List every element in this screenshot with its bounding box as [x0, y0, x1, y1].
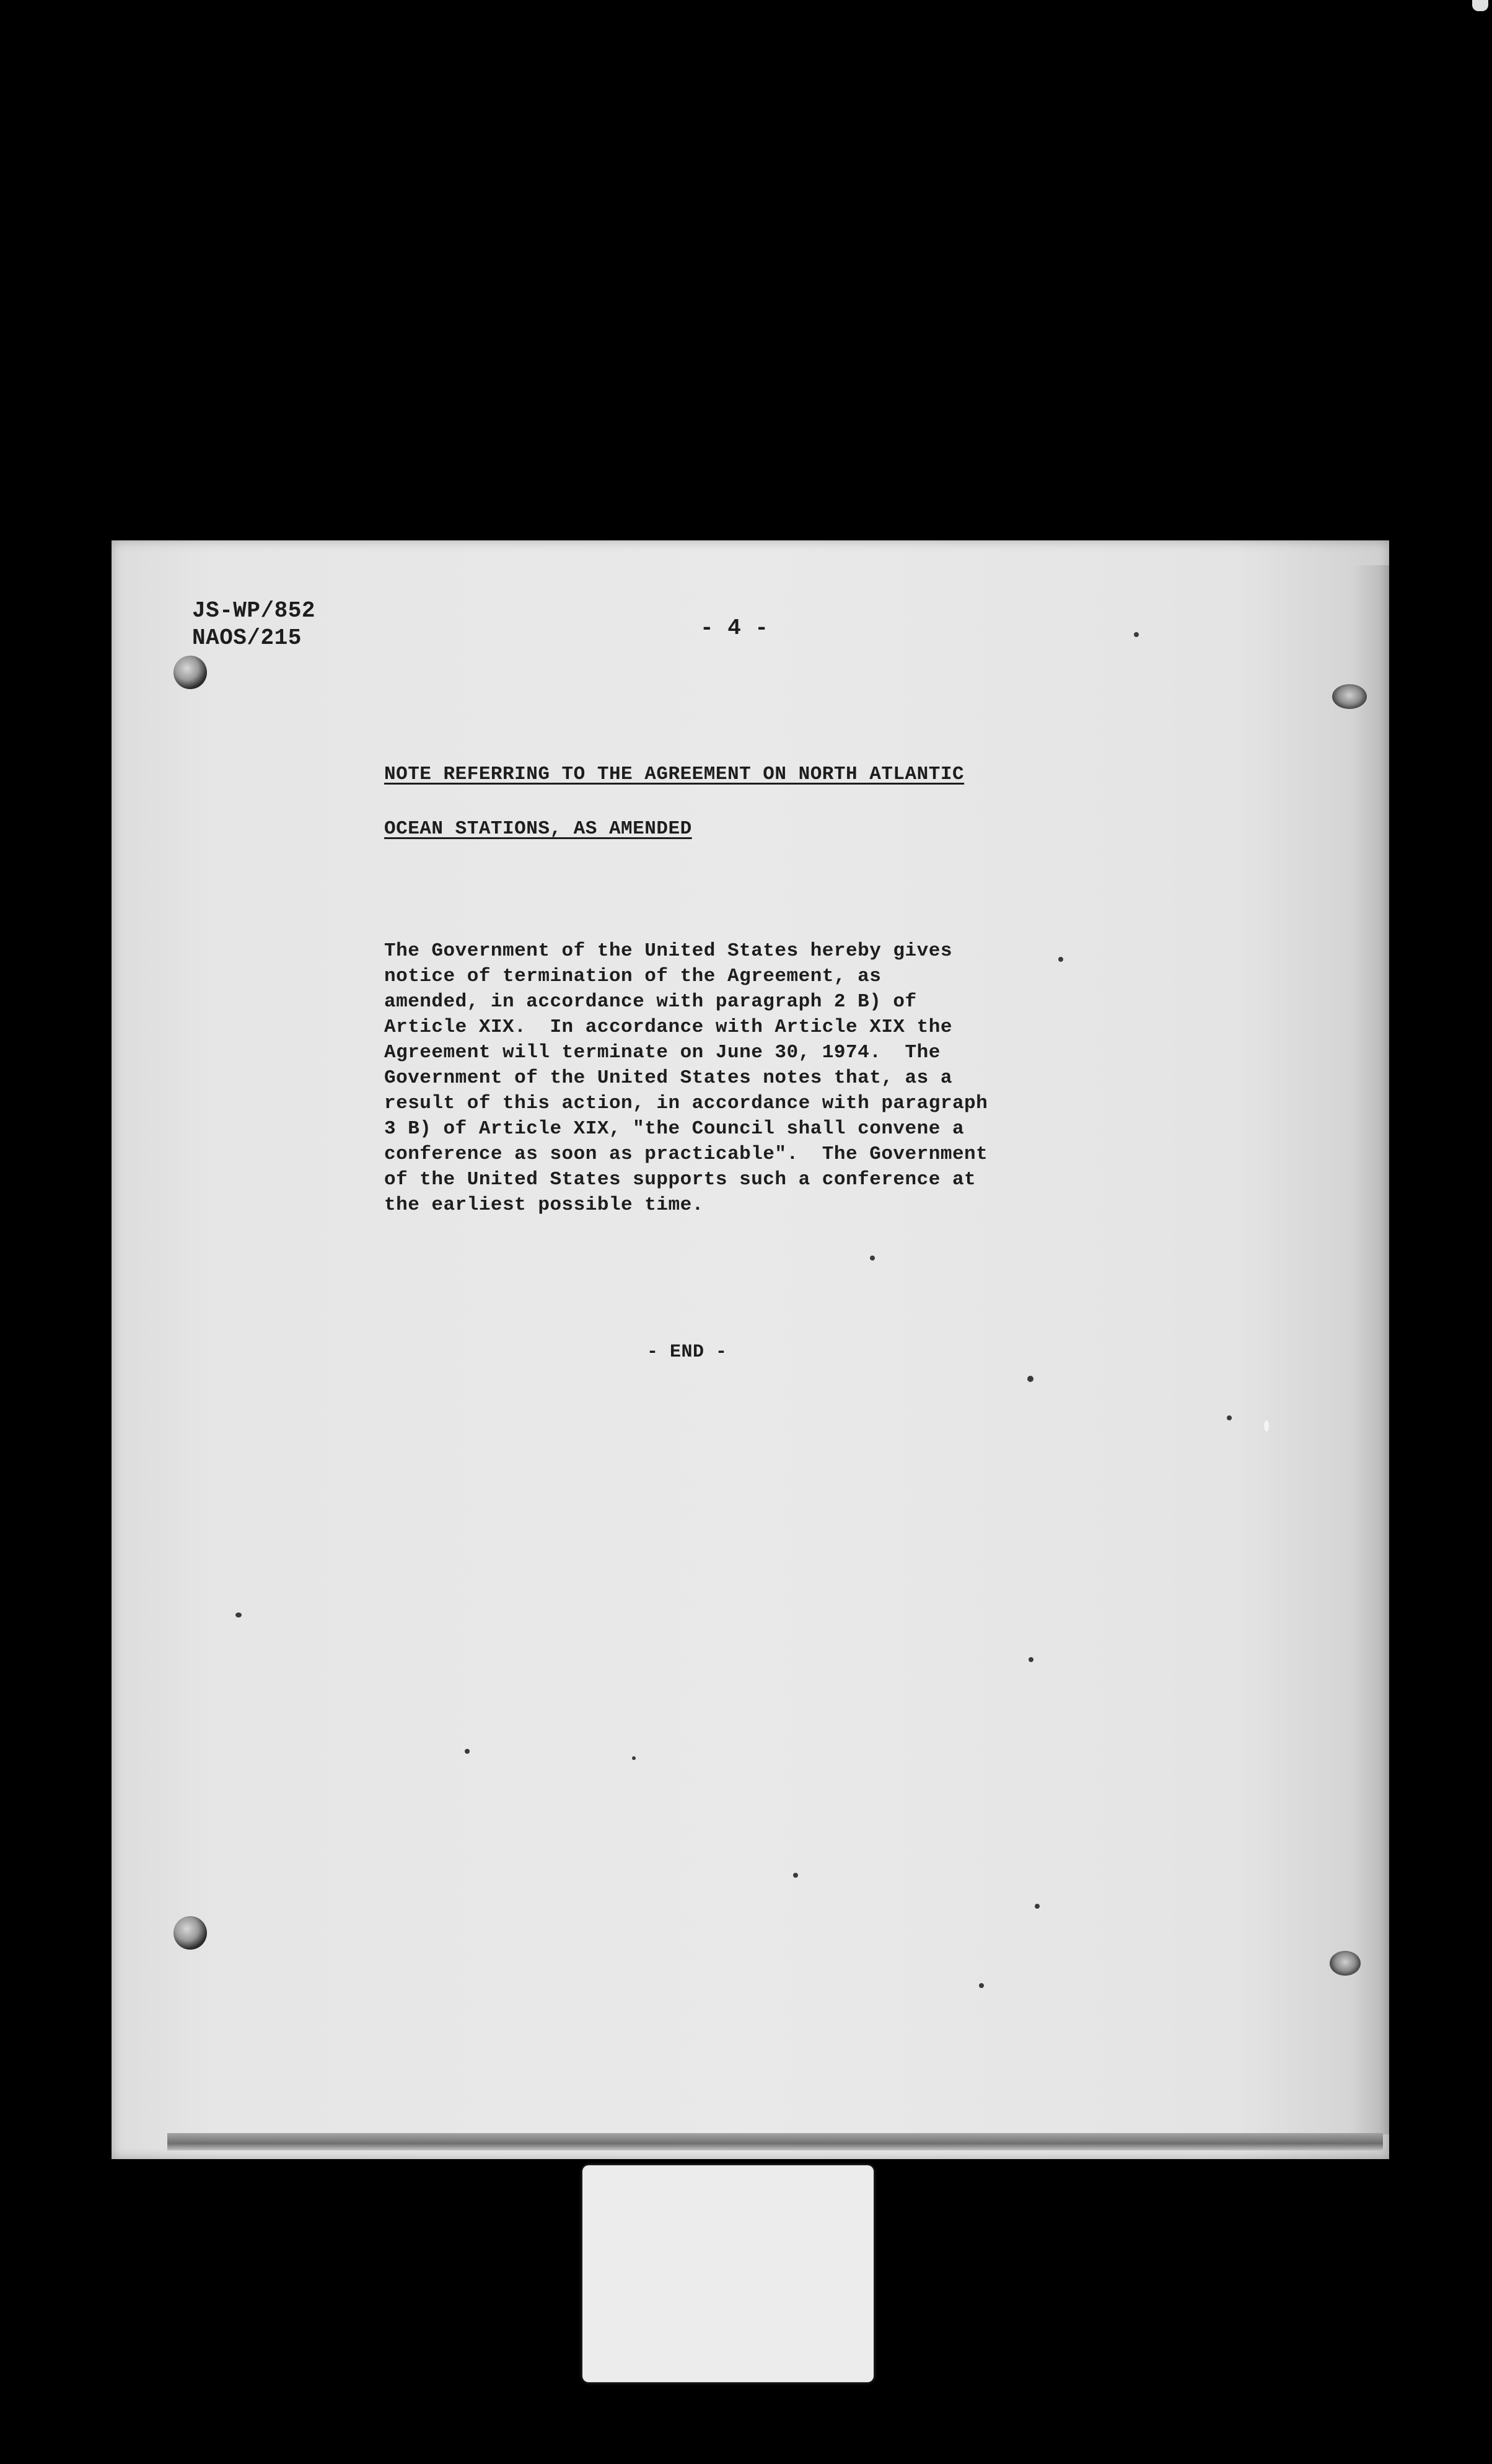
body-line: conference as soon as practicable". The Government — [384, 1143, 988, 1165]
dust-speck — [1027, 1376, 1033, 1382]
page-number: - 4 - — [700, 615, 769, 641]
dust-speck — [1134, 632, 1139, 637]
title-line-1: NOTE REFERRING TO THE AGREEMENT ON NORTH ATLANTIC — [384, 763, 965, 785]
dust-speck — [979, 1983, 984, 1988]
document-reference — [192, 597, 315, 652]
body-paragraph — [384, 938, 988, 1218]
body-line: of the United States supports such a conference at — [384, 1169, 976, 1190]
punch-hole-bottom-right — [1330, 1951, 1361, 1976]
end-mark: - END - — [647, 1342, 727, 1363]
page-edge-shadow — [1352, 565, 1389, 2134]
dust-speck — [1227, 1415, 1232, 1420]
punch-hole-top-left — [173, 656, 207, 689]
reference-line-2: NAOS/215 — [192, 625, 302, 651]
dust-speck — [793, 1873, 798, 1878]
title-line-2: OCEAN STATIONS, AS AMENDED — [384, 818, 692, 840]
dust-speck — [465, 1749, 470, 1754]
punch-hole-bottom-left — [173, 1916, 207, 1950]
dust-speck — [1029, 1657, 1033, 1662]
dust-speck — [235, 1613, 242, 1617]
reference-line-1: JS-WP/852 — [192, 598, 315, 623]
body-line: Agreement will terminate on June 30, 1974. The — [384, 1042, 941, 1063]
body-line: amended, in accordance with paragraph 2 B) of — [384, 991, 917, 1013]
dust-speck — [1035, 1904, 1040, 1909]
dust-speck — [870, 1256, 875, 1261]
dust-speck — [632, 1756, 636, 1760]
punch-hole-top-right — [1332, 684, 1367, 709]
body-line: Article XIX. In accordance with Article XIX the — [384, 1016, 952, 1038]
body-line: The Government of the United States hereby gives — [384, 940, 952, 962]
dust-speck — [1058, 957, 1063, 962]
film-label-card — [582, 2165, 874, 2382]
body-line: Government of the United States notes that, as a — [384, 1067, 952, 1089]
body-line: notice of termination of the Agreement, as — [384, 966, 882, 987]
dust-speck — [1264, 1420, 1269, 1432]
document-page — [112, 540, 1389, 2159]
body-line: 3 B) of Article XIX, "the Council shall convene a — [384, 1118, 965, 1140]
page-bottom-edge — [167, 2133, 1383, 2150]
film-corner-mark — [1472, 0, 1488, 11]
body-line: the earliest possible time. — [384, 1194, 704, 1216]
body-line: result of this action, in accordance with paragraph — [384, 1093, 988, 1114]
